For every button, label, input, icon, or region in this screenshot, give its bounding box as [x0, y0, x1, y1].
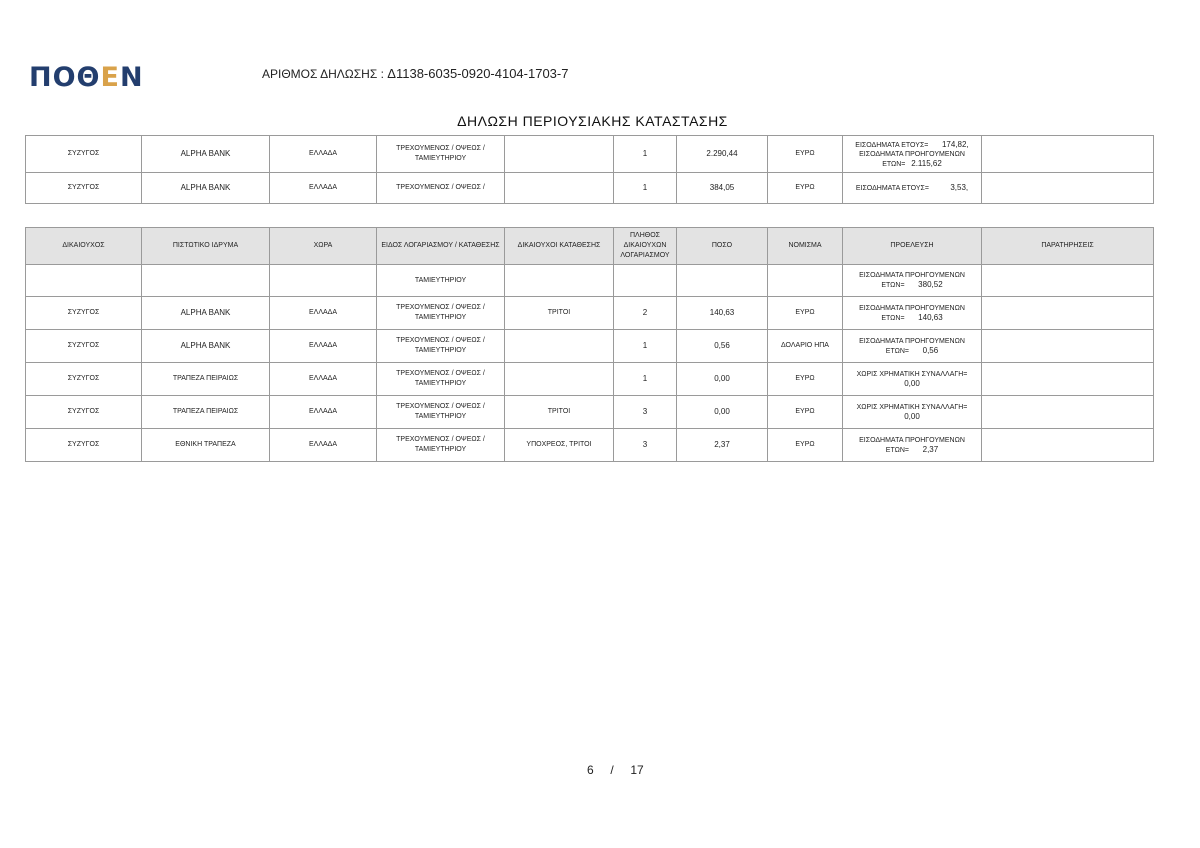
co-owners-cell: ΤΡΙΤΟΙ: [505, 297, 614, 330]
table-row: [26, 297, 1154, 330]
origin-cell: [843, 173, 982, 204]
origin-label: ΧΩΡΙΣ ΧΡΗΜΑΤΙΚΗ ΣΥΝΑΛΛΑΓΗ=: [856, 371, 968, 378]
origin-label: ΕΙΣΟΔΗΜΑΤΑ ΕΤΟΥΣ=: [855, 141, 929, 149]
logo-text: ΠΟΘ: [29, 62, 101, 93]
header-count: ΠΛΗΘΟΣ ΔΙΚΑΙΟΥΧΩΝ ΛΟΓΑΡΙΑΣΜΟΥ: [614, 228, 677, 265]
notes-cell: [982, 330, 1154, 363]
logo-accent-letter: Ε: [100, 62, 120, 93]
table-row: [26, 429, 1154, 462]
origin-label: ΕΤΩΝ=: [885, 347, 909, 355]
type-cell: ΤΡΕΧΟΥΜΕΝΟΣ / ΟΨΕΩΣ / ΤΑΜΙΕΥΤΗΡΙΟΥ: [377, 429, 505, 462]
co-owners-cell: [505, 173, 614, 204]
origin-value: 2,37: [922, 444, 939, 454]
type-cell: ΤΡΕΧΟΥΜΕΝΟΣ / ΟΨΕΩΣ / ΤΑΜΙΕΥΤΗΡΙΟΥ: [377, 136, 505, 173]
co-owners-cell: [505, 265, 614, 297]
country-cell: ΕΛΛΑΔΑ: [270, 429, 377, 462]
currency-cell: ΕΥΡΩ: [768, 363, 843, 396]
origin-value: 140,63: [918, 312, 943, 322]
page-separator: /: [610, 763, 614, 777]
notes-cell: [982, 136, 1154, 173]
table-row: [26, 363, 1154, 396]
origin-label: ΕΙΣΟΔΗΜΑΤΑ ΠΡΟΗΓΟΥΜΕΝΩΝ: [859, 337, 965, 345]
co-owners-cell: [505, 330, 614, 363]
table-row: [26, 396, 1154, 429]
logo: [29, 62, 144, 93]
origin-value: 3,53,: [950, 183, 969, 192]
origin-cell: [843, 396, 982, 429]
origin-label: ΕΙΣΟΔΗΜΑΤΑ ΕΤΟΥΣ=: [855, 185, 929, 192]
bank-cell: ALPHA BANK: [142, 297, 270, 330]
currency-cell: ΕΥΡΩ: [768, 173, 843, 204]
type-cell: ΤΡΕΧΟΥΜΕΝΟΣ / ΟΨΕΩΣ / ΤΑΜΙΕΥΤΗΡΙΟΥ: [377, 363, 505, 396]
table-row: [26, 136, 1154, 173]
bank-cell: ΤΡΑΠΕΖΑ ΠΕΙΡΑΙΩΣ: [142, 363, 270, 396]
country-cell: ΕΛΛΑΔΑ: [270, 297, 377, 330]
amount-cell: 2,37: [677, 429, 768, 462]
country-cell: ΕΛΛΑΔΑ: [270, 363, 377, 396]
count-cell: 1: [614, 363, 677, 396]
origin-value: 0,00: [904, 412, 920, 421]
amount-cell: 0,00: [677, 396, 768, 429]
co-owners-cell: ΥΠΟΧΡΕΟΣ, ΤΡΙΤΟΙ: [505, 429, 614, 462]
notes-cell: [982, 297, 1154, 330]
accounts-table-continued: [25, 135, 1154, 204]
origin-cell: [843, 136, 982, 173]
bank-cell: [142, 265, 270, 297]
co-owners-cell: [505, 363, 614, 396]
count-cell: 2: [614, 297, 677, 330]
origin-label: ΕΙΣΟΔΗΜΑΤΑ ΠΡΟΗΓΟΥΜΕΝΩΝ: [859, 272, 965, 279]
origin-label: ΕΙΣΟΔΗΜΑΤΑ ΠΡΟΗΓΟΥΜΕΝΩΝ: [859, 304, 965, 312]
amount-cell: 2.290,44: [677, 136, 768, 173]
header-notes: ΠΑΡΑΤΗΡΗΣΕΙΣ: [982, 228, 1154, 265]
header-country: ΧΩΡΑ: [270, 228, 377, 265]
origin-cell: [843, 297, 982, 330]
origin-label: ΕΤΩΝ=: [885, 446, 909, 454]
accounts-table: [25, 227, 1154, 462]
co-owners-cell: [505, 136, 614, 173]
origin-cell: [843, 330, 982, 363]
table-row: [26, 173, 1154, 204]
page-indicator: [587, 763, 644, 777]
amount-cell: 140,63: [677, 297, 768, 330]
country-cell: ΕΛΛΑΔΑ: [270, 396, 377, 429]
bank-cell: ALPHA BANK: [142, 136, 270, 173]
currency-cell: ΕΥΡΩ: [768, 396, 843, 429]
bank-cell: ΤΡΑΠΕΖΑ ΠΕΙΡΑΙΩΣ: [142, 396, 270, 429]
co-owners-cell: ΤΡΙΤΟΙ: [505, 396, 614, 429]
logo-text-end: Ν: [119, 62, 144, 93]
table-row: [26, 265, 1154, 297]
origin-value: 174,82,: [941, 139, 969, 149]
notes-cell: [982, 429, 1154, 462]
amount-cell: 384,05: [677, 173, 768, 204]
country-cell: ΕΛΛΑΔΑ: [270, 173, 377, 204]
header-amount: ΠΟΣΟ: [677, 228, 768, 265]
origin-value: 380,52: [918, 280, 943, 289]
header-currency: ΝΟΜΙΣΜΑ: [768, 228, 843, 265]
owner-cell: ΣΥΖΥΓΟΣ: [26, 136, 142, 173]
type-cell: ΤΡΕΧΟΥΜΕΝΟΣ / ΟΨΕΩΣ /: [377, 173, 505, 204]
owner-cell: ΣΥΖΥΓΟΣ: [26, 173, 142, 204]
currency-cell: ΕΥΡΩ: [768, 297, 843, 330]
count-cell: 1: [614, 136, 677, 173]
owner-cell: ΣΥΖΥΓΟΣ: [26, 396, 142, 429]
owner-cell: ΣΥΖΥΓΟΣ: [26, 363, 142, 396]
owner-cell: ΣΥΖΥΓΟΣ: [26, 330, 142, 363]
origin-cell: [843, 429, 982, 462]
origin-label: ΕΤΩΝ=: [881, 282, 905, 289]
bank-cell: ΕΘΝΙΚΗ ΤΡΑΠΕΖΑ: [142, 429, 270, 462]
owner-cell: ΣΥΖΥΓΟΣ: [26, 429, 142, 462]
type-cell: ΤΡΕΧΟΥΜΕΝΟΣ / ΟΨΕΩΣ / ΤΑΜΙΕΥΤΗΡΙΟΥ: [377, 330, 505, 363]
type-cell: ΤΡΕΧΟΥΜΕΝΟΣ / ΟΨΕΩΣ / ΤΑΜΙΕΥΤΗΡΙΟΥ: [377, 297, 505, 330]
country-cell: ΕΛΛΑΔΑ: [270, 330, 377, 363]
amount-cell: 0,56: [677, 330, 768, 363]
origin-label: ΕΙΣΟΔΗΜΑΤΑ ΠΡΟΗΓΟΥΜΕΝΩΝ ΕΤΩΝ=: [859, 150, 965, 168]
type-cell: ΤΡΕΧΟΥΜΕΝΟΣ / ΟΨΕΩΣ / ΤΑΜΙΕΥΤΗΡΙΟΥ: [377, 396, 505, 429]
declaration-number: [262, 66, 568, 81]
notes-cell: [982, 265, 1154, 297]
count-cell: 1: [614, 330, 677, 363]
notes-cell: [982, 396, 1154, 429]
page-total: 17: [630, 763, 644, 777]
table-row: [26, 330, 1154, 363]
owner-cell: [26, 265, 142, 297]
currency-cell: ΕΥΡΩ: [768, 429, 843, 462]
header-type: ΕΙΔΟΣ ΛΟΓΑΡΙΑΣΜΟΥ / ΚΑΤΑΘΕΣΗΣ: [377, 228, 505, 265]
origin-label: ΕΙΣΟΔΗΜΑΤΑ ΠΡΟΗΓΟΥΜΕΝΩΝ: [859, 436, 965, 444]
header-bank: ΠΙΣΤΩΤΙΚΟ ΙΔΡΥΜΑ: [142, 228, 270, 265]
amount-cell: [677, 265, 768, 297]
bank-cell: ALPHA BANK: [142, 173, 270, 204]
count-cell: 1: [614, 173, 677, 204]
page-title: ΔΗΛΩΣΗ ΠΕΡΙΟΥΣΙΑΚΗΣ ΚΑΤΑΣΤΑΣΗΣ: [457, 113, 728, 129]
notes-cell: [982, 363, 1154, 396]
currency-cell: ΔΟΛΑΡΙΟ ΗΠΑ: [768, 330, 843, 363]
header-origin: ΠΡΟΕΛΕΥΣΗ: [843, 228, 982, 265]
owner-cell: ΣΥΖΥΓΟΣ: [26, 297, 142, 330]
currency-cell: ΕΥΡΩ: [768, 136, 843, 173]
country-cell: ΕΛΛΑΔΑ: [270, 136, 377, 173]
page-number: 6: [587, 763, 594, 777]
table-header-row: [26, 228, 1154, 265]
origin-cell: [843, 363, 982, 396]
origin-value: 0,00: [904, 379, 920, 388]
declaration-label: ΑΡΙΘΜΟΣ ΔΗΛΩΣΗΣ :: [262, 67, 384, 81]
origin-value: 2.115,62: [911, 158, 942, 168]
country-cell: [270, 265, 377, 297]
header-co-owners: ΔΙΚΑΙΟΥΧΟΙ ΚΑΤΑΘΕΣΗΣ: [505, 228, 614, 265]
amount-cell: 0,00: [677, 363, 768, 396]
type-cell: ΤΑΜΙΕΥΤΗΡΙΟΥ: [377, 265, 505, 297]
origin-cell: [843, 265, 982, 297]
currency-cell: [768, 265, 843, 297]
notes-cell: [982, 173, 1154, 204]
origin-label: ΧΩΡΙΣ ΧΡΗΜΑΤΙΚΗ ΣΥΝΑΛΛΑΓΗ=: [856, 404, 968, 411]
declaration-value: Δ1138-6035-0920-4104-1703-7: [387, 66, 569, 81]
count-cell: 3: [614, 429, 677, 462]
origin-label: ΕΤΩΝ=: [881, 314, 905, 322]
count-cell: [614, 265, 677, 297]
header-owner: ΔΙΚΑΙΟΥΧΟΣ: [26, 228, 142, 265]
count-cell: 3: [614, 396, 677, 429]
origin-value: 0,56: [922, 345, 939, 355]
bank-cell: ALPHA BANK: [142, 330, 270, 363]
